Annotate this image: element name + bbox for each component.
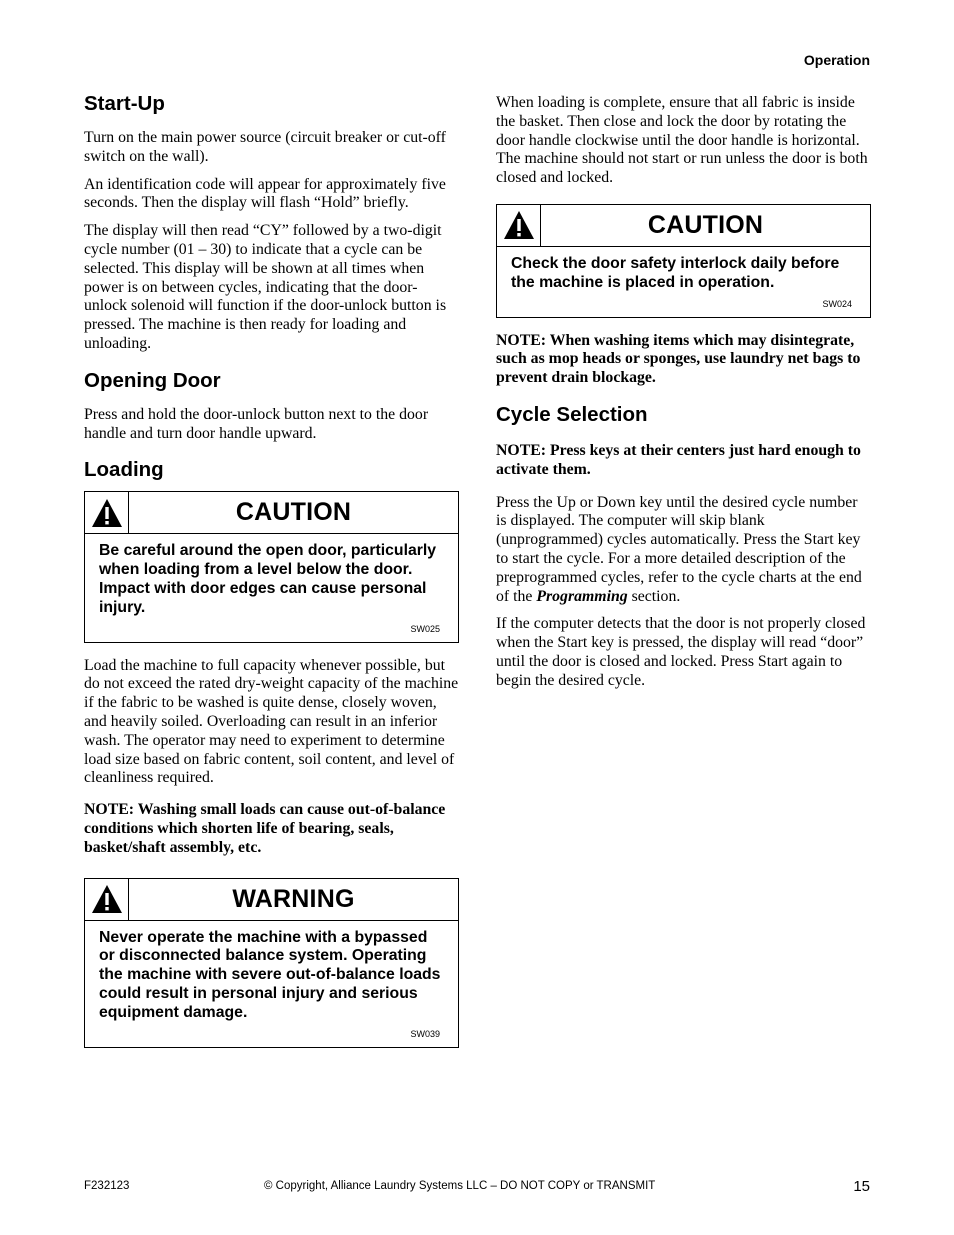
cycle-selection-paragraph-1: Press the Up or Down key until the desired cycle number is displayed. The computer will skip blank (unprogrammed) cycles automatically. Press the Start key to start the cycle. For a more detailed description of the preprogrammed cycles, refer to the cycle charts at the end of the Programming section. <box>496 493 862 605</box>
caution-text: Check the door safety interlock daily before the machine is placed in operation. <box>511 254 840 291</box>
startup-paragraph-1: Turn on the main power source (circuit breaker or cut-off switch on the wall). <box>84 129 446 165</box>
warning-code: SW039 <box>410 1028 440 1039</box>
warning-triangle-icon <box>85 492 129 533</box>
page-footer <box>84 1178 870 1198</box>
opening-door-heading: Opening Door <box>84 368 221 392</box>
running-header-section: Operation <box>803 52 870 68</box>
page-number: 15 <box>853 1178 870 1195</box>
loading-caution-box <box>84 491 459 642</box>
caution-text: Be careful around the open door, particularly when loading from a level below the door. Impact with door edges can cause personal injury. <box>99 542 437 616</box>
loading-paragraph: Load the machine to full capacity whenever possible, but do not exceed the rated dry-weight capacity of the machine if the fabric to be washed is quite dense, closely woven, and heavily soiled. Overloading can result in an inferior wash. The operator may need to experiment to determine load size based on fabric content, soil content, and level of cleanliness required. <box>84 656 459 787</box>
caution-box-header <box>497 205 870 247</box>
opening-door-paragraph: Press and hold the door-unlock button next to the door handle and turn door handle upward. <box>84 405 429 442</box>
startup-paragraph-2: An identification code will appear for approximately five seconds. Then the display will flash “Hold” briefly. <box>84 175 446 212</box>
cycle-selection-note: NOTE: Press keys at their centers just hard enough to activate them. <box>496 441 861 478</box>
interlock-caution-box <box>496 204 871 318</box>
document-number: F232123 <box>84 1180 130 1192</box>
loading-note: NOTE: Washing small loads can cause out-of-balance conditions which shorten life of bearing, seals, basket/shaft assembly, etc. <box>84 801 446 856</box>
cycle-selection-paragraph-2: If the computer detects that the door is not properly closed when the Start key is pressed, the display will read “door” until the door is closed and locked. Press Start again to begin the desired cycle. <box>496 615 866 689</box>
warning-triangle-icon <box>497 205 541 246</box>
programming-emphasis: Programming <box>536 587 628 605</box>
caution-title: CAUTION <box>647 210 764 239</box>
caution-title: CAUTION <box>235 498 352 527</box>
caution-code: SW024 <box>822 298 852 309</box>
warning-title: WARNING <box>232 884 355 913</box>
loading-warning-box <box>84 878 459 1048</box>
door-lock-paragraph: When loading is complete, ensure that all fabric is inside the basket. Then close and lock the door by rotating the door handle clockwise until the door handle is horizontal. The machine should not start or run unless the door is both closed and locked. <box>496 94 868 187</box>
warning-text: Never operate the machine with a bypassed or disconnected balance system. Operating the machine with severe out-of-balance loads could result in personal injury and serious equipment damage. <box>99 928 441 1021</box>
left-column <box>84 91 459 1062</box>
warning-triangle-icon <box>85 879 129 920</box>
loading-heading: Loading <box>84 458 164 482</box>
right-column <box>496 94 871 700</box>
warning-box-header <box>85 879 458 921</box>
mop-heads-note: NOTE: When washing items which may disintegrate, such as mop heads or sponges, use laundry net bags to prevent drain blockage. <box>496 331 861 387</box>
startup-heading: Start-Up <box>84 92 165 115</box>
caution-box-header <box>85 492 458 534</box>
cycle-selection-heading: Cycle Selection <box>496 402 648 426</box>
startup-paragraph-3: The display will then read “CY” followed by a two-digit cycle number (01 – 30) to indicate that a cycle can be selected. This display will be shown at all times when power is on between cycles, indicating that the door-unlock solenoid will function if the door-unlock button is pressed. The machine is then ready for loading and unloading. <box>84 222 447 352</box>
caution-code: SW025 <box>410 623 440 634</box>
copyright-notice: © Copyright, Alliance Laundry Systems LLC – DO NOT COPY or TRANSMIT <box>264 1180 656 1192</box>
